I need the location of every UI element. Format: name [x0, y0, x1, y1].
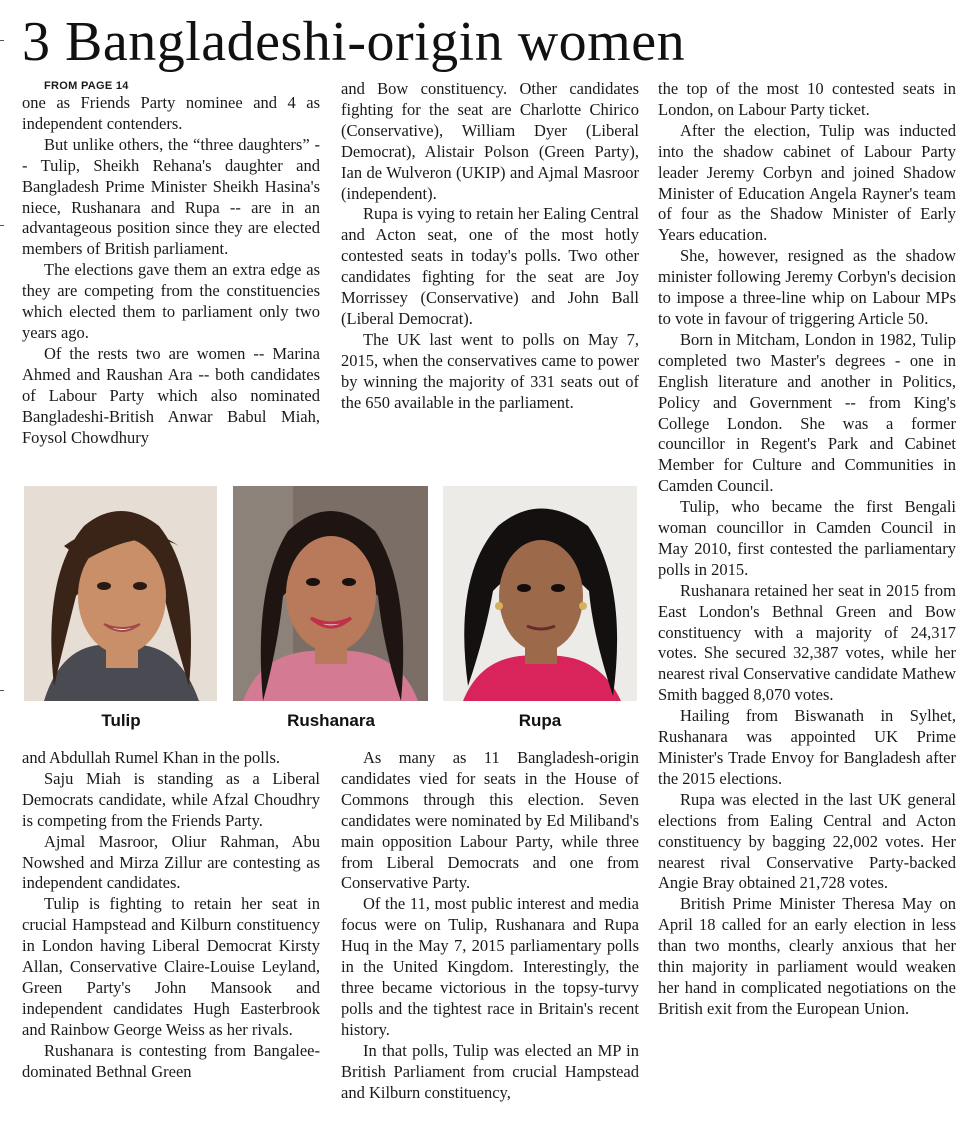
photo-rushanara — [233, 486, 428, 701]
paragraph: But unlike others, the “three daughters” -- Tulip, Sheikh Rehana's daughter and Bangladesh Prime Minister Sheikh Hasina's niece, Rushanara and Rupa -- are in an advantageous position since they are elected members of British parliament. — [22, 134, 320, 259]
paragraph: In that polls, Tulip was elected an MP in British Parliament from crucial Hampstead and Kilburn constituency, — [341, 1040, 639, 1102]
paragraph: Saju Miah is standing as a Liberal Democrats candidate, while Afzal Choudhry is competing from the Friends Party. — [22, 768, 320, 830]
paragraph: and Bow constituency. Other candidates fighting for the seat are Charlotte Chirico (Conservative), William Dyer (Liberal Democrat), Alistair Polson (Green Party), Ian de Wulveron (UKIP) and Ajmal Masroor (independent). — [341, 79, 639, 203]
paragraph: the top of the most 10 contested seats in London, on Labour Party ticket. — [658, 79, 956, 119]
paragraph: Rushanara is contesting from Bangalee-dominated Bethnal Green — [22, 1040, 320, 1081]
column-rule-mark — [0, 225, 4, 226]
portrait-rupa — [443, 486, 637, 701]
eye — [342, 578, 356, 586]
caption-rupa: Rupa — [518, 711, 562, 730]
paragraph: one as Friends Party nominee and 4 as independent contenders. — [22, 93, 320, 133]
neck — [106, 644, 138, 668]
paragraph: After the election, Tulip was inducted into the shadow cabinet of Labour Party leader Jeremy Corbyn and joined Shadow Minister of Education Angela Rayner's team of four as the Shadow Minister of Early Years education. — [658, 120, 956, 245]
portrait-rushanara — [233, 486, 428, 701]
photo-rupa — [443, 486, 637, 701]
jump-line: FROM PAGE 14 — [44, 80, 129, 92]
column-rule-mark — [0, 690, 4, 691]
eye — [551, 584, 565, 592]
paragraph: She, however, resigned as the shadow minister following Jeremy Corbyn's decision to impose a three-line whip on Labour MPs to vote in favour of triggering Article 50. — [658, 246, 956, 328]
paragraph: Hailing from Biswanath in Sylhet, Rushanara was appointed UK Prime Minister's Trade Envoy for Bangladesh after the 2015 elections. — [658, 706, 956, 788]
paragraph: Ajmal Masroor, Oliur Rahman, Abu Nowshed and Mirza Zillur are contesting as independent candidates. — [22, 831, 320, 893]
column-rule-mark — [0, 40, 4, 41]
paragraph: Of the rests two are women -- Marina Ahmed and Raushan Ara -- both candidates of Labour Party which also nominated Bangladeshi-British Anwar Babul Miah, Foysol Chowdhury — [22, 343, 320, 447]
article-column-3 — [658, 79, 956, 1125]
article-column-2-top — [341, 79, 639, 471]
eye — [97, 582, 111, 590]
article-column-1-bottom — [22, 748, 320, 1126]
caption-tulip: Tulip — [101, 711, 141, 730]
neck — [525, 644, 557, 664]
caption-rushanara: Rushanara — [287, 711, 375, 730]
article-column-1-top — [22, 79, 320, 471]
headline: 3 Bangladeshi-origin women — [22, 11, 686, 73]
paragraph: Rupa is vying to retain her Ealing Central and Acton seat, one of the most hotly contested seats in today's polls. Two other candidates fighting for the seat are Joy Morrissey (Conservative) and John Ball (Liberal Democrat). — [341, 204, 639, 328]
eye — [517, 584, 531, 592]
face — [499, 540, 583, 652]
paragraph: Tulip, who became the first Bengali woman councillor in Camden Council in May 2010, first contested the parliamentary polls in 2015. — [658, 497, 956, 579]
paragraph: Rupa was elected in the last UK general elections from Ealing Central and Acton constituency by bagging 22,002 votes. Her nearest rival Conservative Party-backed Angie Bray obtained 21,728 votes. — [658, 789, 956, 893]
paragraph: Of the 11, most public interest and media focus were on Tulip, Rushanara and Rupa Huq in the May 7, 2015 parliamentary polls in the United Kingdom. Interestingly, the three became victorious in the topsy-turvy polls and the tightest race in Britain's recent history. — [341, 894, 639, 1039]
article-column-2-bottom — [341, 748, 639, 1126]
photo-tulip — [24, 486, 217, 701]
face — [286, 536, 376, 652]
paragraph: Tulip is fighting to retain her seat in crucial Hampstead and Kilburn constituency in London having Liberal Democrat Kirsty Allan, Conservative Claire-Louise Leyland, Green Party's John Mansook and independent candidates Hugh Easterbrook and Rainbow George Weiss as her rivals. — [22, 894, 320, 1039]
paragraph: The UK last went to polls on May 7, 2015, when the conservatives came to power by winning the majority of 331 seats out of the 650 available in the parliament. — [341, 329, 639, 412]
paragraph: Born in Mitcham, London in 1982, Tulip completed two Master's degrees - one in English literature and another in Politics, Policy and Government -- from King's College London. She was a former councillor in Regent's Park and Cabinet Member for Culture and Communities in Camden Council. — [658, 329, 956, 496]
paragraph: British Prime Minister Theresa May on April 18 called for an early election in less than two months, clearly anxious that her thin majority in parliament would weaken her hand in complicated negotiations on the British exit from the European Union. — [658, 894, 956, 1018]
paragraph: and Abdullah Rumel Khan in the polls. — [22, 748, 281, 767]
eye — [306, 578, 320, 586]
earring — [495, 602, 503, 610]
portrait-tulip — [24, 486, 217, 701]
paragraph: The elections gave them an extra edge as they are competing from the constituencies which elected them to parliament only two years ago. — [22, 260, 320, 342]
earring — [579, 602, 587, 610]
paragraph: As many as 11 Bangladesh-origin candidates vied for seats in the House of Commons through this election. Seven candidates were nominated by Ed Miliband's main opposition Labour Party, while three from Liberal Democrats and one from Conservative Party. — [341, 748, 639, 893]
neck — [315, 644, 347, 664]
eye — [133, 582, 147, 590]
paragraph: Rushanara retained her seat in 2015 from East London's Bethnal Green and Bow constituency with a majority of 24,317 votes. She secured 32,387 votes, while her nearest rival Conservative candidate Mathew Smith bagged 8,070 votes. — [658, 580, 956, 705]
